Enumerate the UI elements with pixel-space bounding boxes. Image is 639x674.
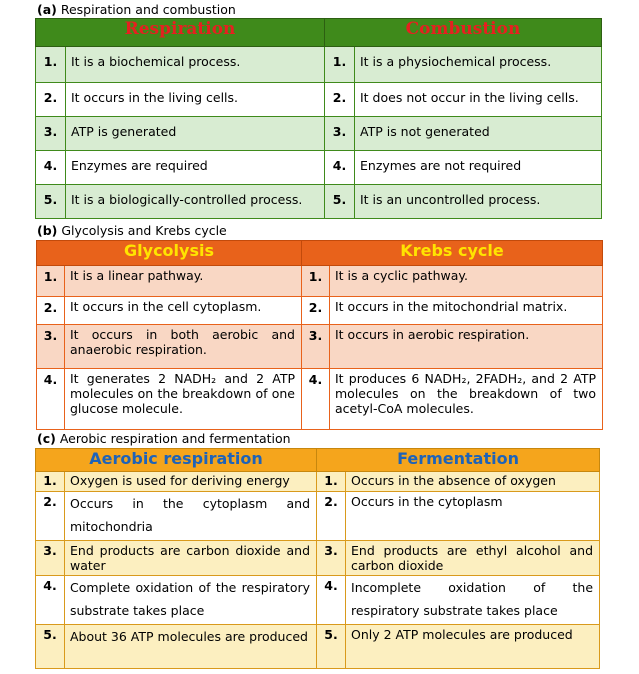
header-combustion: Combustion	[325, 19, 602, 47]
caption-c	[37, 432, 291, 446]
cell-left: End products are carbon dioxide and water	[65, 541, 317, 576]
caption-a-letter: (a)	[37, 2, 57, 17]
cell-left: It occurs in both aerobic and anaerobic respiration.	[65, 325, 302, 369]
table-row	[36, 472, 600, 492]
row-number: 1.	[36, 472, 65, 492]
row-number: 5.	[36, 625, 65, 669]
table-row	[37, 325, 603, 369]
table-row	[36, 185, 602, 219]
cell-right: It occurs in the mitochondrial matrix.	[330, 297, 603, 325]
header-krebs-cycle: Krebs cycle	[302, 241, 603, 266]
cell-right: Occurs in the cytoplasm	[346, 492, 600, 541]
cell-right: ATP is not generated	[355, 117, 602, 151]
cell-left: Occurs in the cytoplasm and mitochondria	[65, 492, 317, 541]
row-number: 4.	[36, 576, 65, 625]
row-number: 2.	[302, 297, 330, 325]
cell-left: About 36 ATP molecules are produced	[65, 625, 317, 669]
row-number: 3.	[325, 117, 355, 151]
table-row	[37, 369, 603, 430]
row-number: 3.	[302, 325, 330, 369]
table-row	[36, 117, 602, 151]
header-row	[36, 449, 600, 472]
table-row	[37, 297, 603, 325]
table-row	[37, 266, 603, 297]
cell-right: It is an uncontrolled process.	[355, 185, 602, 219]
table-aerobic-fermentation	[35, 448, 600, 669]
cell-right: Incomplete oxidation of the respiratory substrate takes place	[346, 576, 600, 625]
row-number: 2.	[36, 492, 65, 541]
header-respiration: Respiration	[36, 19, 325, 47]
table-row	[36, 492, 600, 541]
row-number: 5.	[317, 625, 346, 669]
table-row	[36, 47, 602, 83]
cell-left: It occurs in the living cells.	[66, 83, 325, 117]
caption-b-title: Glycolysis and Krebs cycle	[61, 223, 227, 238]
cell-right: End products are ethyl alcohol and carbon dioxide	[346, 541, 600, 576]
caption-a-title: Respiration and combustion	[60, 2, 236, 17]
row-number: 2.	[37, 297, 65, 325]
cell-left: It is a biologically-controlled process.	[66, 185, 325, 219]
caption-a	[37, 3, 236, 17]
row-number: 5.	[325, 185, 355, 219]
row-number: 2.	[36, 83, 66, 117]
cell-left: Complete oxidation of the respiratory substrate takes place	[65, 576, 317, 625]
row-number: 3.	[317, 541, 346, 576]
header-glycolysis: Glycolysis	[37, 241, 302, 266]
row-number: 3.	[36, 541, 65, 576]
table-row	[36, 83, 602, 117]
caption-c-title: Aerobic respiration and fermentation	[59, 431, 291, 446]
cell-left: Oxygen is used for deriving energy	[65, 472, 317, 492]
row-number: 1.	[325, 47, 355, 83]
row-number: 3.	[36, 117, 66, 151]
table-row	[36, 576, 600, 625]
header-aerobic-respiration: Aerobic respiration	[36, 449, 317, 472]
header-row	[36, 19, 602, 47]
cell-left: ATP is generated	[66, 117, 325, 151]
row-number: 2.	[325, 83, 355, 117]
cell-right: It is a physiochemical process.	[355, 47, 602, 83]
row-number: 2.	[317, 492, 346, 541]
row-number: 3.	[37, 325, 65, 369]
cell-right: Only 2 ATP molecules are produced	[346, 625, 600, 669]
cell-right: It occurs in aerobic respiration.	[330, 325, 603, 369]
table-row	[36, 151, 602, 185]
cell-right: It produces 6 NADH₂, 2FADH₂, and 2 ATP molecules on the breakdown of two acetyl-CoA molecules.	[330, 369, 603, 430]
cell-right: Enzymes are not required	[355, 151, 602, 185]
cell-right: Occurs in the absence of oxygen	[346, 472, 600, 492]
cell-left: Enzymes are required	[66, 151, 325, 185]
table-glycolysis-krebs	[36, 240, 603, 430]
cell-left: It generates 2 NADH₂ and 2 ATP molecules on the breakdown of one glucose molecule.	[65, 369, 302, 430]
cell-left: It is a biochemical process.	[66, 47, 325, 83]
table-row	[36, 541, 600, 576]
row-number: 4.	[317, 576, 346, 625]
row-number: 4.	[37, 369, 65, 430]
caption-b	[37, 224, 227, 238]
row-number: 1.	[317, 472, 346, 492]
caption-b-letter: (b)	[37, 223, 58, 238]
row-number: 4.	[325, 151, 355, 185]
cell-left: It is a linear pathway.	[65, 266, 302, 297]
caption-c-letter: (c)	[37, 431, 56, 446]
table-row	[36, 625, 600, 669]
row-number: 1.	[302, 266, 330, 297]
header-fermentation: Fermentation	[317, 449, 600, 472]
table-respiration-combustion	[35, 18, 602, 219]
row-number: 1.	[36, 47, 66, 83]
header-row	[37, 241, 603, 266]
row-number: 4.	[36, 151, 66, 185]
cell-right: It is a cyclic pathway.	[330, 266, 603, 297]
cell-right: It does not occur in the living cells.	[355, 83, 602, 117]
cell-left: It occurs in the cell cytoplasm.	[65, 297, 302, 325]
row-number: 4.	[302, 369, 330, 430]
row-number: 1.	[37, 266, 65, 297]
row-number: 5.	[36, 185, 66, 219]
